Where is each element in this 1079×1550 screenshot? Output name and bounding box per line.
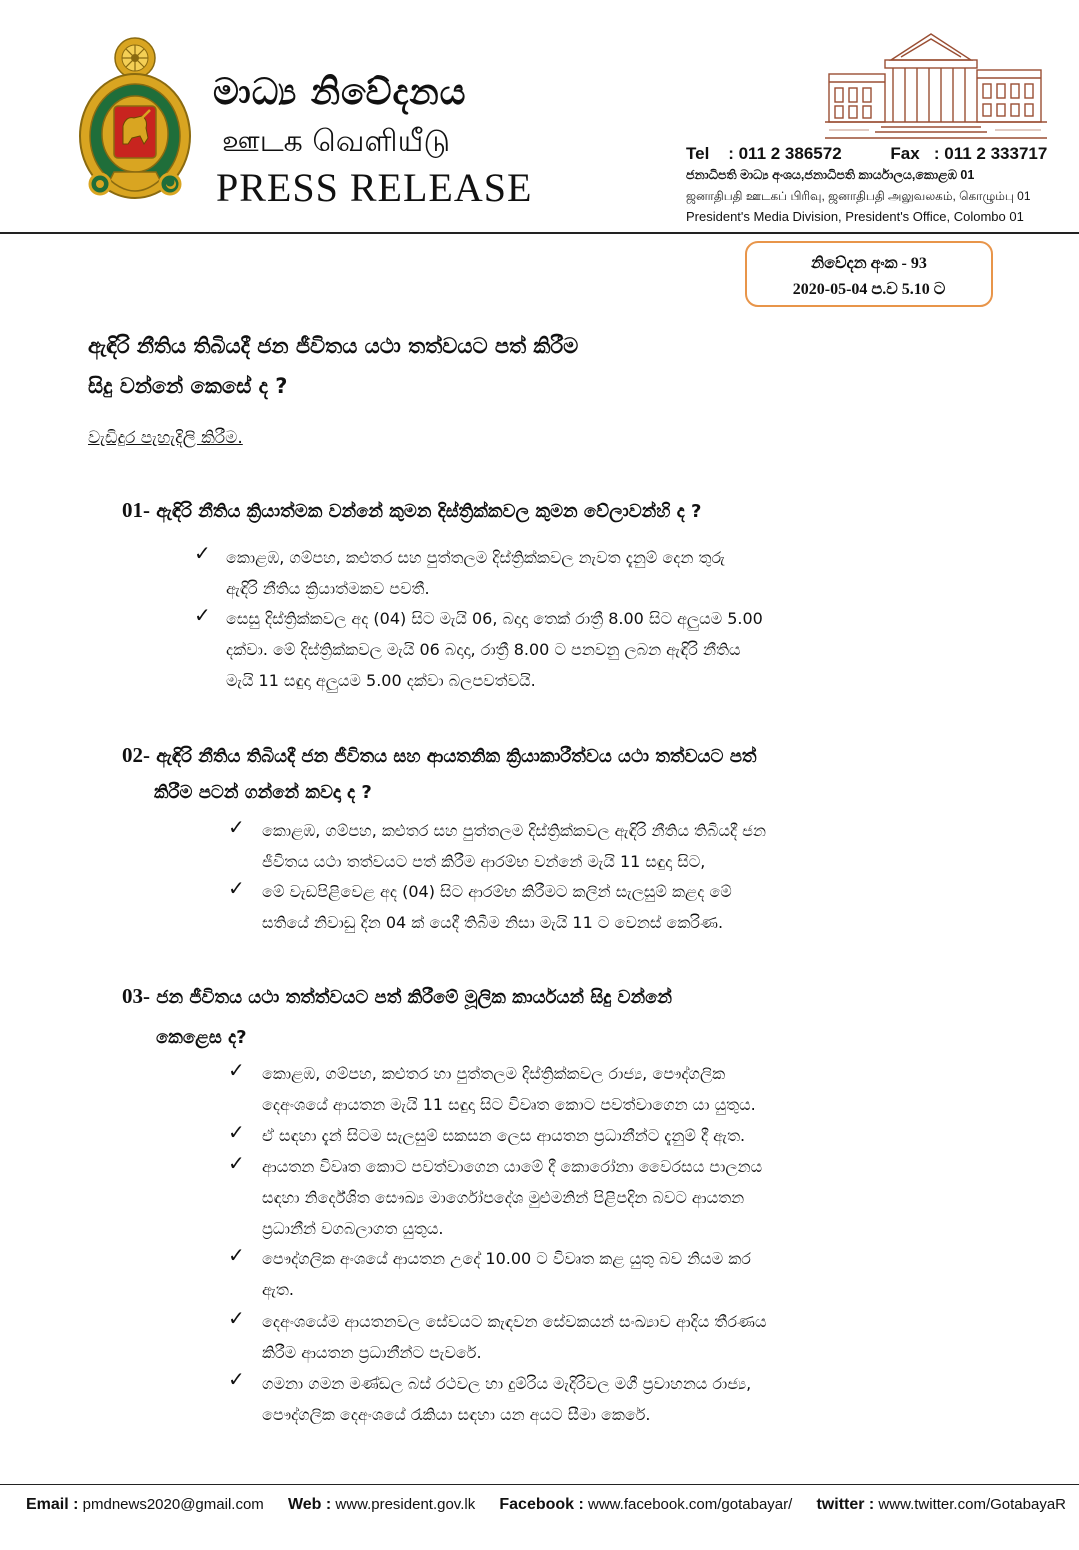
checkmark-icon: ✓: [194, 603, 211, 627]
fax-value: : 011 2 333717: [933, 144, 1048, 163]
question-line: කෙළෙස ද?: [156, 1027, 247, 1048]
footer-twitter[interactable]: twitter : www.twitter.com/GotabayaR: [816, 1496, 1066, 1513]
question-line: කිරීම පටන් ගන්නේ කවදා ද ?: [154, 782, 372, 803]
list-item: [262, 1243, 751, 1305]
list-item: [226, 542, 725, 604]
section-02-question: [122, 737, 757, 811]
list-item: [262, 876, 732, 938]
section-number: 01-: [122, 498, 150, 522]
checkmark-icon: ✓: [228, 1243, 245, 1267]
checkmark-icon: ✓: [228, 876, 245, 900]
section-03-question: [122, 976, 672, 1058]
list-item: [262, 815, 766, 877]
notice-number-box: [745, 241, 993, 307]
document-title-line1: ඇඳිරි නීතිය තිබියදී ජන ජීවිතය යථා තත්වයට පත් කිරීම: [88, 334, 579, 358]
presidential-secretariat-building-illustration: [825, 30, 1047, 142]
list-item-line: ගමනා ගමන මණ්ඩල බස් රථවල හා දුම්රිය මැදිරිවල මගී ප්‍රවාහනය රාජ්‍ය,: [262, 1374, 752, 1393]
checkmark-icon: ✓: [228, 815, 245, 839]
list-item-line: ජීවිතය යථා තත්වයට පත් කිරීම ආරම්භ වන්නේ මැයි 11 සඳුදා සිට,: [262, 852, 706, 871]
notice-number: නිවේදන අංක - 93: [811, 255, 927, 272]
list-item-line: දෙඅංශයේම ආයතනවල සේවයට කැඳවන සේවකයන් සංඛ්‍යාව ආදිය තීරණය: [262, 1312, 767, 1331]
address-sinhala: ජනාධිපති මාධ්‍ය අංශය,ජනාධිපති කාර්යාලය,කොළඹ 01: [686, 168, 975, 182]
list-item: [262, 1368, 751, 1430]
checkmark-icon: ✓: [228, 1151, 245, 1175]
list-item-line: කිරීම ආයතන ප්‍රධානීන්ට පැවරේ.: [262, 1343, 482, 1362]
footer-email[interactable]: Email : pmdnews2020@gmail.com: [26, 1496, 264, 1513]
sri-lanka-emblem-logo: [76, 34, 194, 208]
question-line: ඇඳිරි නීතිය තිබියදී ජන ජීවිතය සහ ආයතනික ක්‍රියාකාරීත්වය යථා තත්වයට පත්: [156, 746, 757, 767]
section-number: 02-: [122, 743, 150, 767]
section-number: 03-: [122, 984, 150, 1008]
checkmark-icon: ✓: [228, 1367, 245, 1391]
list-item-line: ඇත.: [262, 1280, 294, 1299]
list-item-line: ප්‍රධානීන් වගබලාගත යුතුය.: [262, 1219, 444, 1238]
section-01-question: [122, 498, 701, 523]
address-tamil: ஜனாதிபதி ஊடகப் பிரிவு, ஜனாதிபதி அலுவலகம், கொழும்பு 01: [686, 189, 1031, 203]
footer-contacts: [26, 1496, 1066, 1514]
list-item: [262, 1151, 762, 1244]
list-item-line: දක්වා. මේ දිස්ත්‍රික්කවල මැයි 06 බදාදා, රාත්‍රී 8.00 ට පනවනු ලබන ඇඳිරි නීතිය: [226, 640, 741, 659]
checkmark-icon: ✓: [194, 541, 211, 565]
address-english: President's Media Division, President's Office, Colombo 01: [686, 209, 1024, 224]
list-item-line: ඒ සඳහා දැන් සිටම සැලසුම් සකසන ලෙස ආයතන ප්‍රධානීන්ට දැනුම් දී ඇත.: [262, 1126, 746, 1145]
header-divider: [0, 232, 1079, 234]
document-title-line2: සිදු වන්නේ කෙසේ ද ?: [88, 374, 288, 398]
checkmark-icon: ✓: [228, 1120, 245, 1144]
tel-label: Tel: [686, 144, 710, 163]
footer-divider: [0, 1484, 1079, 1485]
notice-datetime: 2020-05-04 ප.ව 5.10 ට: [792, 281, 946, 298]
title-tamil: ஊடக வெளியீடு: [222, 124, 451, 159]
list-item-line: පෞද්ගලික දෙඅංශයේ රැකියා සඳහා යන අයට සීමා කෙරේ.: [262, 1405, 651, 1424]
list-item-line: පෞද්ගලික අංශයේ ආයතන උදේ 10.00 ට විවෘත කළ යුතු බව නියම කර: [262, 1249, 751, 1268]
title-sinhala: මාධ්‍ය නිවේදනය: [213, 72, 467, 113]
list-item-line: සතියේ නිවාඩු දින 04 ක් යෙදී තිබීම නිසා මැයි 11 ට වෙනස් කෙරිණ.: [262, 913, 724, 932]
list-item-line: ආයතන විවෘත කොට පවත්වාගෙන යාමේ දී කොරෝනා වෛරසය පාලනය: [262, 1157, 763, 1176]
question-line: ඇඳිරි නීතිය ක්‍රියාත්මක වන්නේ කුමන දිස්ත්‍රික්කවල කුමන වේලාවන්හි ද ?: [156, 501, 702, 522]
title-english: PRESS RELEASE: [216, 165, 533, 210]
list-item: [262, 1058, 756, 1120]
footer-facebook[interactable]: Facebook : www.facebook.com/gotabayar/: [499, 1496, 793, 1513]
tel-value: : 011 2 386572: [728, 144, 842, 163]
list-item-line: කොළඹ, ගම්පහ, කළුතර හා පුත්තලම දිස්ත්‍රික්කවල රාජ්‍ය, පෞද්ගලික: [262, 1064, 726, 1083]
fax-label: Fax: [890, 144, 920, 163]
document-subheading: වැඩිදුර පැහැදිලි කිරීම.: [88, 428, 243, 448]
list-item-line: කොළඹ, ගම්පහ, කළුතර සහ පුත්තලම දිස්ත්‍රික්කවල නැවත දැනුම් දෙන තුරු: [226, 548, 725, 567]
contact-phone-fax: [686, 144, 1047, 164]
list-item-line: සඳහා නිර්දේශිත සෞඛ්‍ය මාර්ගෝපදේශ මුළුමනින් පිළිපදින බවට ආයතන: [262, 1188, 745, 1207]
list-item-line: මැයි 11 සඳුදා අලුයම 5.00 දක්වා බලපවත්වයි.: [226, 671, 536, 690]
list-item-line: දෙඅංශයේ ආයතන මැයි 11 සඳුදා සිට විවෘත කොට පවත්වාගෙන යා යුතුය.: [262, 1095, 756, 1114]
list-item: [226, 603, 763, 696]
checkmark-icon: ✓: [228, 1058, 245, 1082]
list-item-line: කොළඹ, ගම්පහ, කළුතර සහ පුත්තලම දිස්ත්‍රික්කවල ඇඳිරි නීතිය තිබියදී ජන: [262, 821, 766, 840]
list-item-line: සෙසු දිස්ත්‍රික්කවල අද (04) සිට මැයි 06, බදාදා තෙක් රාත්‍රී 8.00 සිට අලුයම 5.00: [226, 609, 763, 628]
list-item-line: මේ වැඩපිළිවෙළ අද (04) සිට ආරම්භ කිරීමට කලින් සැලසුම් කළද මේ: [262, 882, 732, 901]
footer-web[interactable]: Web : www.president.gov.lk: [287, 1496, 476, 1513]
checkmark-icon: ✓: [228, 1306, 245, 1330]
list-item: [262, 1306, 766, 1368]
list-item-line: ඇඳිරි නීතිය ක්‍රියාත්මකව පවතී.: [226, 579, 430, 598]
question-line: ජන ජීවිතය යථා තත්ත්වයට පත් කිරීමේ මූලික කාර්යයන් සිදු වන්නේ: [156, 987, 672, 1008]
list-item: [262, 1120, 745, 1151]
